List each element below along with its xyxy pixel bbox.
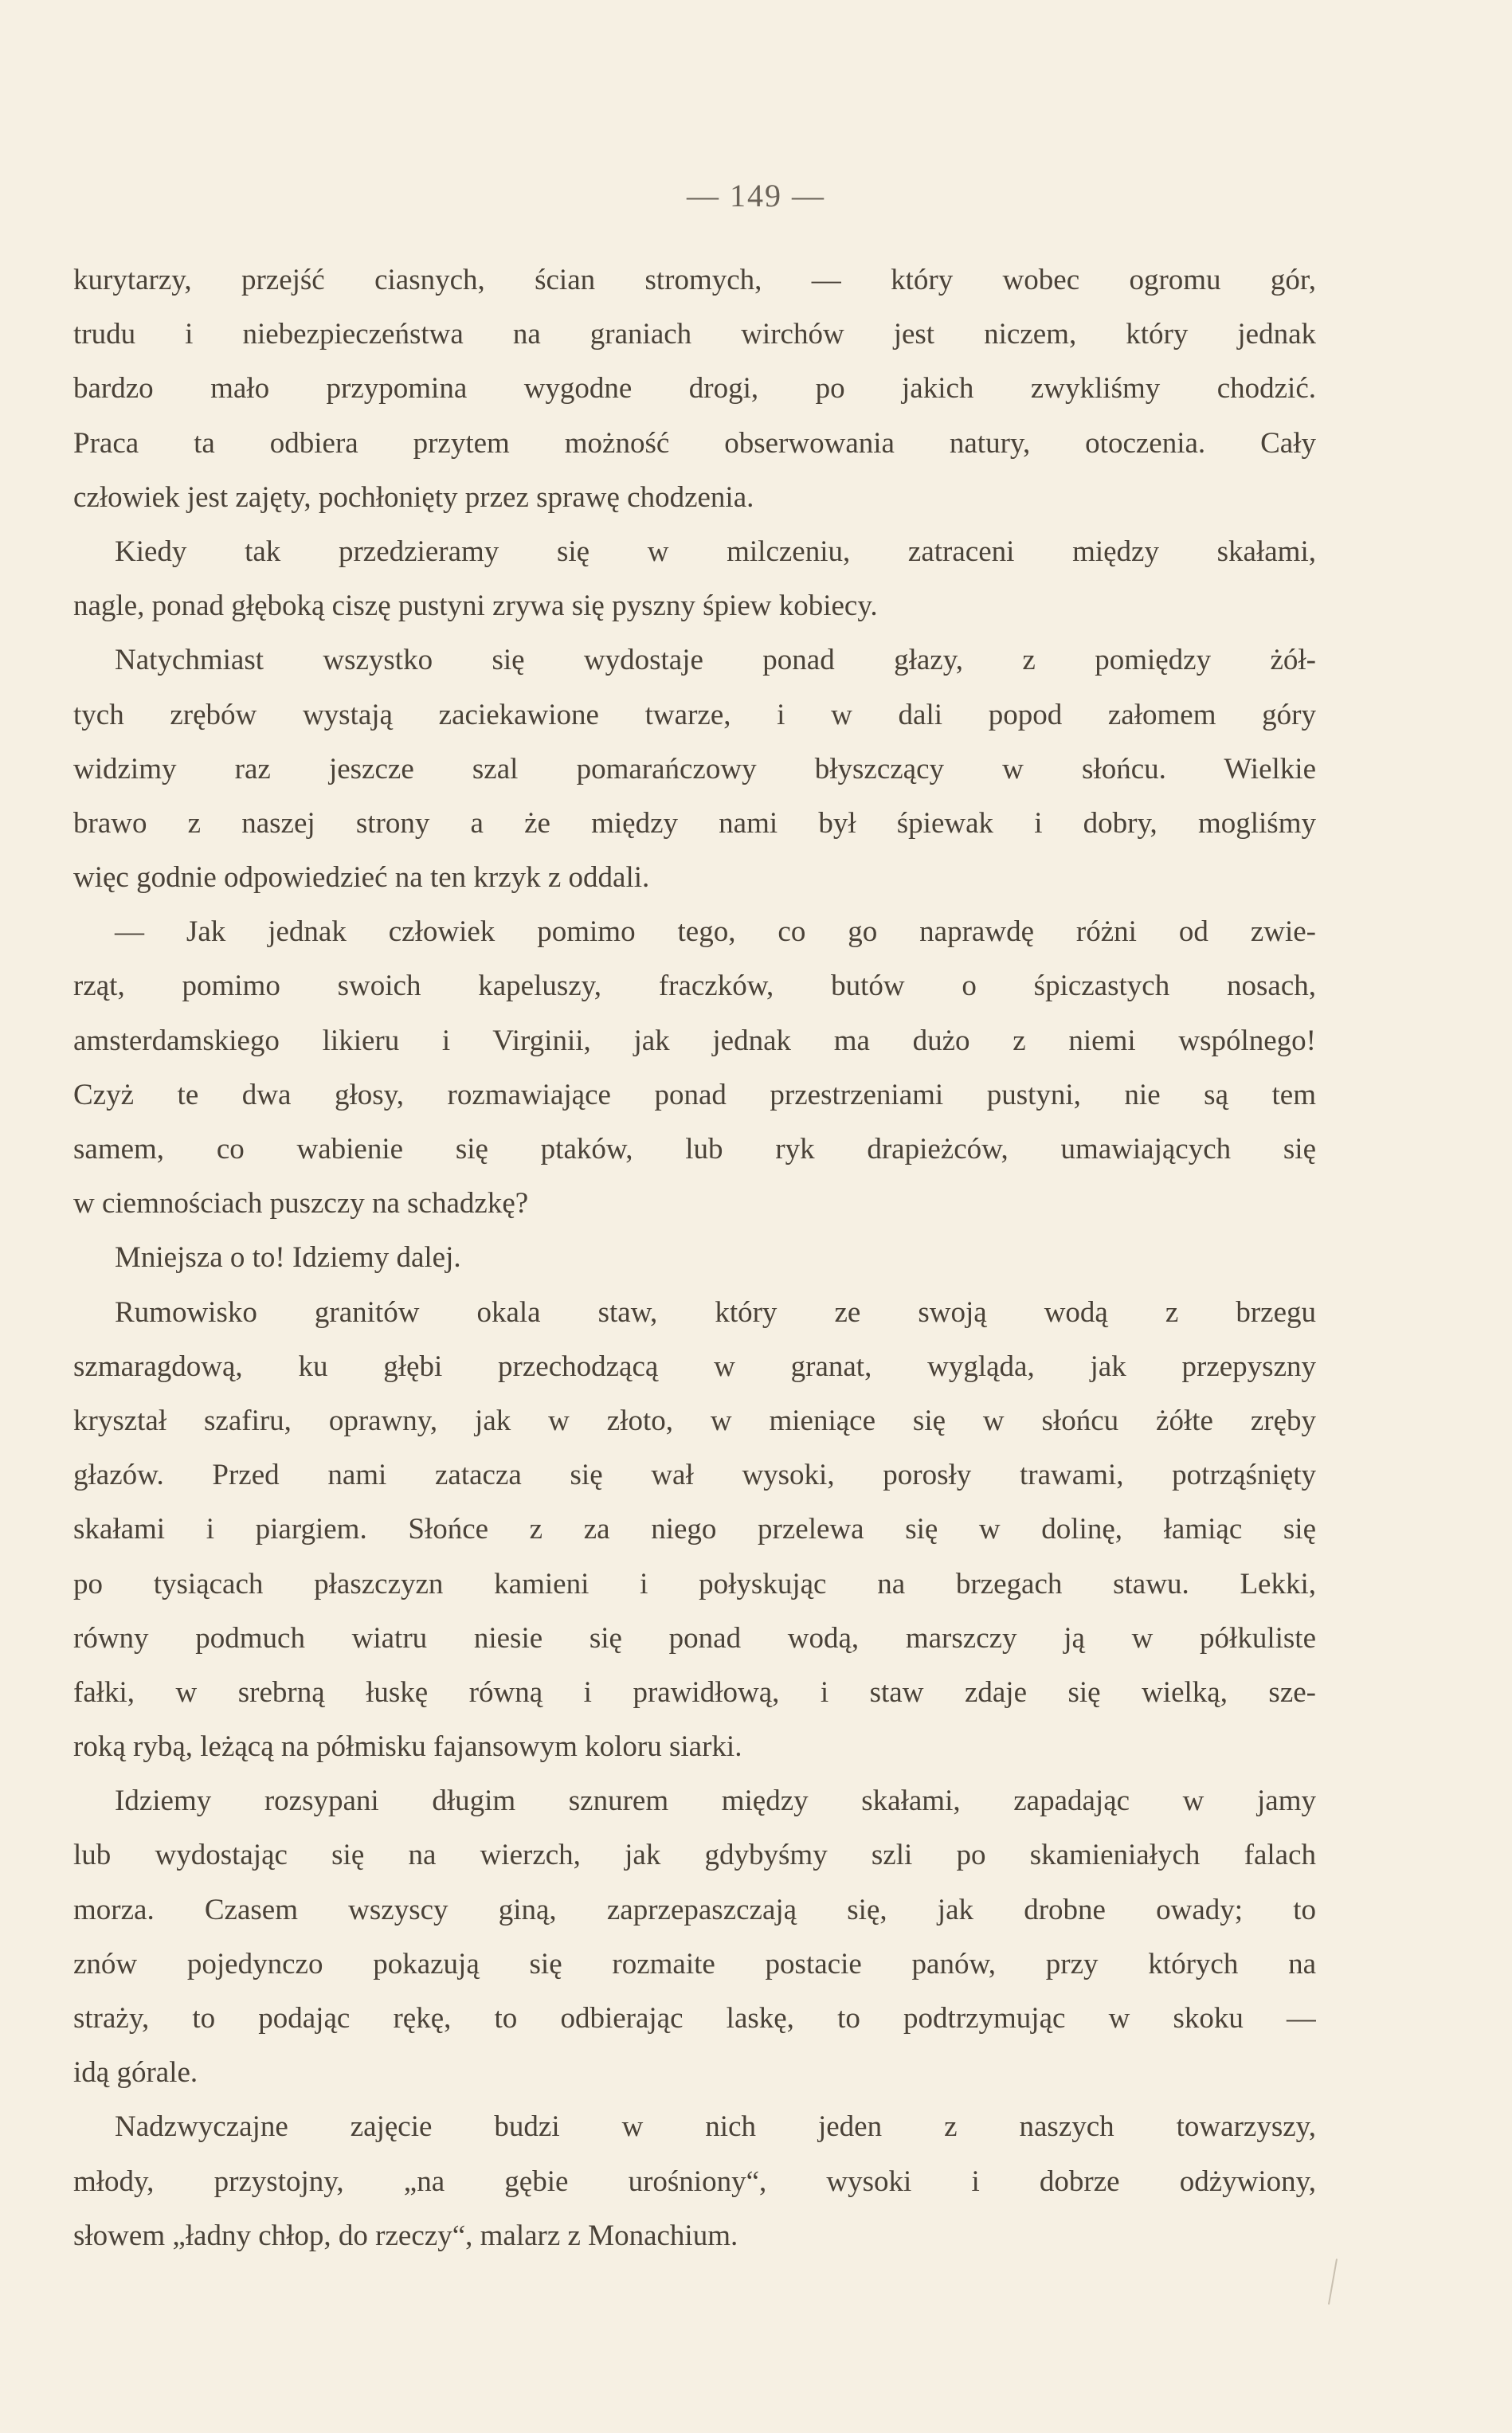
text-line: widzimy raz jeszcze szal pomarańczowy błyszczący w słońcu. Wielkie: [73, 752, 1316, 786]
text-line: — Jak jednak człowiek pomimo tego, co go naprawdę różni od zwie-: [115, 915, 1316, 949]
text-line: straży, to podając rękę, to odbierając laskę, to podtrzymując w skoku —: [73, 2002, 1316, 2035]
text-line: nagle, ponad głęboką ciszę pustyni zrywa się pyszny śpiew kobiecy.: [73, 590, 878, 623]
text-line: trudu i niebezpieczeństwa na graniach wirchów jest niczem, który jednak: [73, 318, 1316, 351]
text-line: lub wydostając się na wierzch, jak gdybyśmy szli po skamieniałych falach: [73, 1839, 1316, 1872]
text-line: morza. Czasem wszyscy giną, zaprzepaszczają się, jak drobne owady; to: [73, 1893, 1316, 1926]
text-line: fałki, w srebrną łuskę równą i prawidłową, i staw zdaje się wielką, sze-: [73, 1675, 1316, 1709]
text-line: słowem „ładny chłop, do rzeczy“, malarz z Monachium.: [73, 2219, 738, 2252]
text-line: młody, przystojny, „na gębie urośniony“, wysoki i dobrze odżywiony,: [73, 2165, 1316, 2198]
margin-mark: [1328, 2259, 1338, 2304]
text-line: po tysiącach płaszczyzn kamieni i połyskując na brzegach stawu. Lekki,: [73, 1567, 1316, 1600]
body-text: [73, 253, 1316, 2263]
text-line: skałami i piargiem. Słońce z za niego przelewa się w dolinę, łamiąc się: [73, 1513, 1316, 1546]
text-line: tych zrębów wystają zaciekawione twarze, i w dali popod załomem góry: [73, 698, 1316, 731]
text-line: Natychmiast wszystko się wydostaje ponad głazy, z pomiędzy żół-: [115, 644, 1316, 677]
text-line: kurytarzy, przejść ciasnych, ścian stromych, — który wobec ogromu gór,: [73, 264, 1316, 296]
text-line: równy podmuch wiatru niesie się ponad wodą, marszczy ją w półkuliste: [73, 1621, 1316, 1655]
text-line: znów pojedynczo pokazują się rozmaite postacie panów, przy których na: [73, 1947, 1316, 1980]
text-line: Praca ta odbiera przytem możność obserwowania natury, otoczenia. Cały: [73, 426, 1316, 460]
text-line: bardzo mało przypomina wygodne drogi, po jakich zwykliśmy chodzić.: [73, 372, 1316, 406]
text-line: kryształ szafiru, oprawny, jak w złoto, w mieniące się w słońcu żółte zręby: [73, 1404, 1316, 1437]
text-line: Kiedy tak przedzieramy się w milczeniu, zatraceni między skałami,: [115, 535, 1316, 568]
text-line: więc godnie odpowiedzieć na ten krzyk z oddali.: [73, 861, 650, 895]
text-line: rząt, pomimo swoich kapeluszy, fraczków, butów o śpiczastych nosach,: [73, 970, 1316, 1003]
text-line: samem, co wabienie się ptaków, lub ryk drapieżców, umawiających się: [73, 1133, 1316, 1166]
text-line: idą górale.: [73, 2056, 198, 2090]
text-line: roką rybą, leżącą na półmisku fajansowym koloru siarki.: [73, 1730, 742, 1764]
text-line: Mniejsza o to! Idziemy dalej.: [115, 1241, 461, 1275]
text-line: amsterdamskiego likieru i Virginii, jak jednak ma dużo z niemi wspólnego!: [73, 1024, 1316, 1057]
text-line: szmaragdową, ku głębi przechodzącą w granat, wygląda, jak przepyszny: [73, 1350, 1316, 1383]
text-line: w ciemnościach puszczy na schadzkę?: [73, 1187, 529, 1220]
text-line: Nadzwyczajne zajęcie budzi w nich jeden z naszych towarzyszy,: [115, 2110, 1316, 2144]
text-line: głazów. Przed nami zatacza się wał wysoki, porosły trawami, potrząśnięty: [73, 1459, 1316, 1492]
text-line: brawo z naszej strony a że między nami był śpiewak i dobry, mogliśmy: [73, 806, 1316, 840]
text-line: człowiek jest zajęty, pochłonięty przez sprawę chodzenia.: [73, 480, 754, 514]
page-number: — 149 —: [687, 178, 825, 214]
text-line: Idziemy rozsypani długim sznurem między skałami, zapadając w jamy: [115, 1785, 1316, 1818]
text-line: Czyż te dwa głosy, rozmawiające ponad przestrzeniami pustyni, nie są tem: [73, 1078, 1316, 1111]
text-line: Rumowisko granitów okala staw, który ze swoją wodą z brzegu: [115, 1295, 1316, 1329]
